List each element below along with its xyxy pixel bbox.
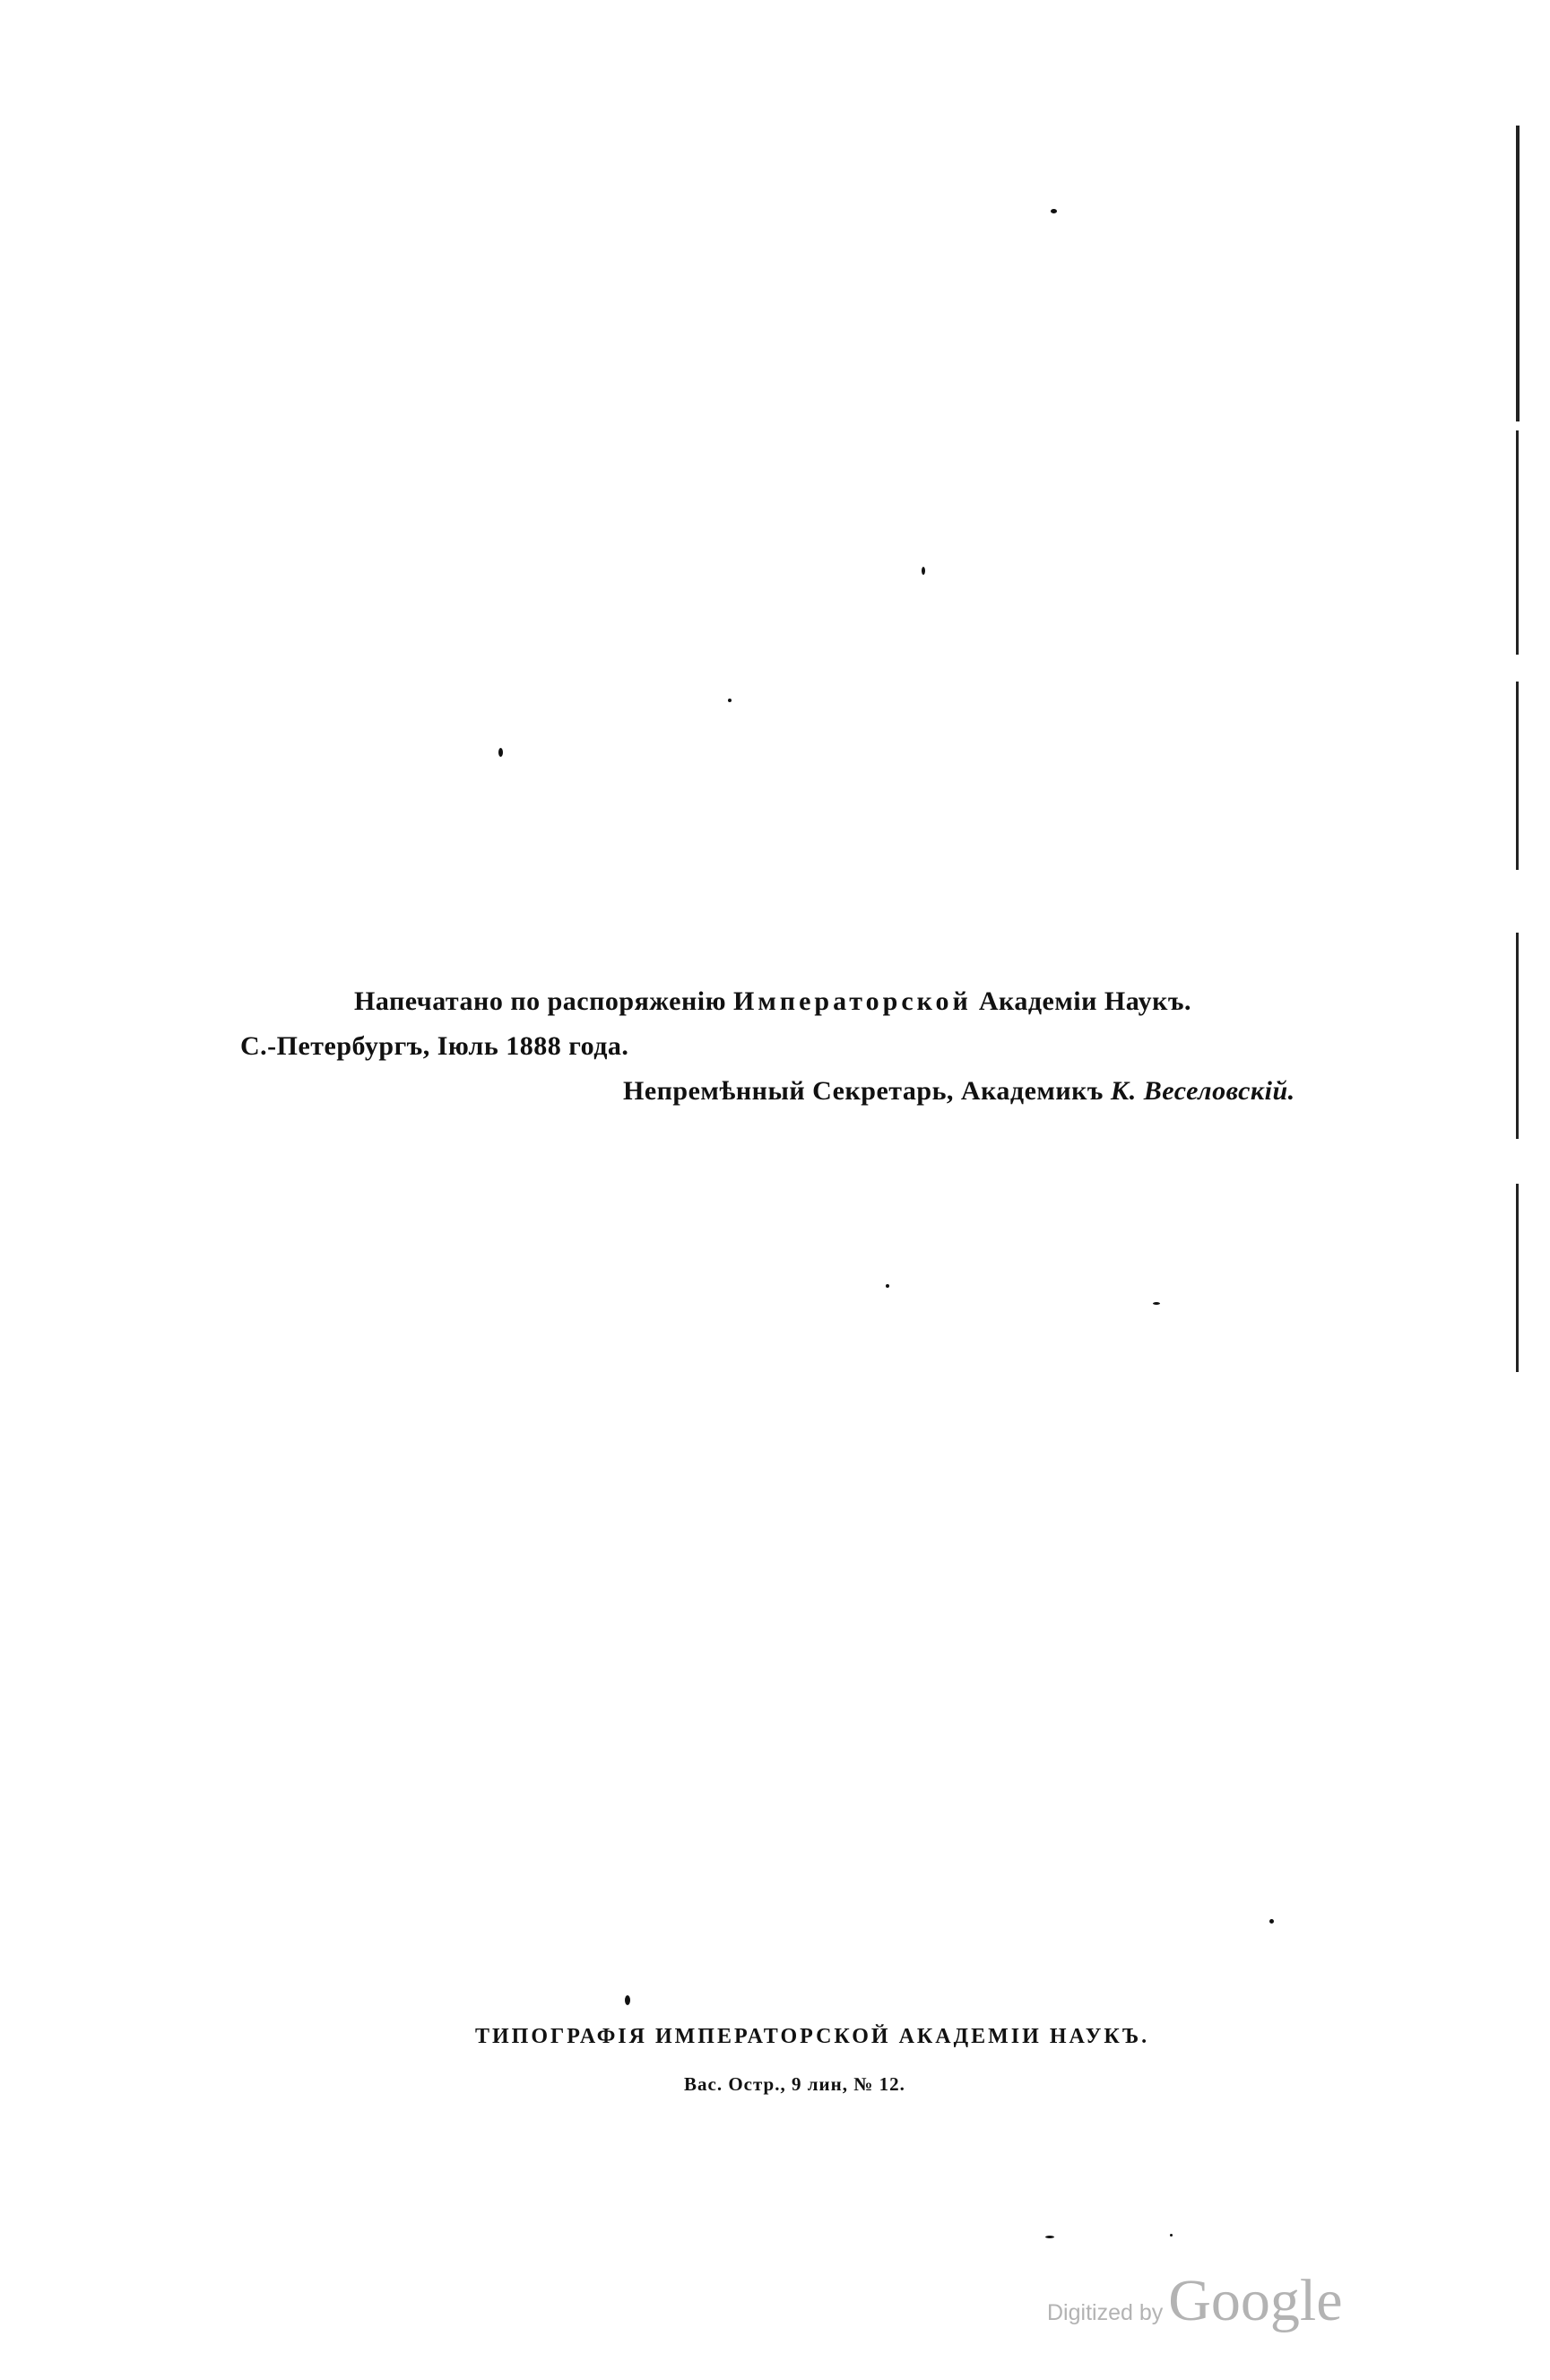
scan-speck [886, 1284, 889, 1288]
imprint-line-1 [354, 986, 1191, 1017]
scan-speck [498, 748, 503, 757]
imprint-line-2: С.-Петербургъ, Іюль 1888 года. [240, 1031, 629, 1061]
google-watermark [1047, 2267, 1343, 2335]
google-logo: Google [1168, 2268, 1343, 2333]
printer-address: Вас. Остр., 9 лин, № 12. [684, 2073, 905, 2095]
printer-name: ТИПОГРАФІЯ ИМПЕРАТОРСКОЙ АКАДЕМІИ НАУКЪ. [475, 2025, 1150, 2048]
scan-edge-line [1516, 126, 1520, 421]
imprint-line-3 [623, 1076, 1295, 1107]
scan-speck [1051, 209, 1057, 213]
imprint-imperial-word: Императорской [733, 986, 972, 1016]
imprint-secretary-name: К. Веселовскій. [1110, 1076, 1295, 1106]
imprint-secretary-title: Непремѣнный Секретарь, Академикъ [623, 1076, 1104, 1106]
scan-edge-line [1516, 430, 1519, 655]
imprint-line-1-start: Напечатано по распоряженію [354, 986, 727, 1016]
scan-speck [1153, 1302, 1160, 1305]
scan-speck [728, 699, 732, 702]
scan-speck [1269, 1919, 1274, 1924]
scan-speck [1170, 2234, 1173, 2237]
digitized-by-text: Digitized by [1047, 2300, 1164, 2325]
scan-speck [625, 1995, 630, 2005]
scan-edge-line [1516, 933, 1519, 1139]
imprint-line-1-end: Академіи Наукъ. [978, 986, 1191, 1016]
scan-edge-line [1516, 1184, 1519, 1372]
scan-edge-line [1516, 682, 1519, 870]
scan-speck [922, 567, 925, 575]
scan-speck [1045, 2236, 1054, 2238]
